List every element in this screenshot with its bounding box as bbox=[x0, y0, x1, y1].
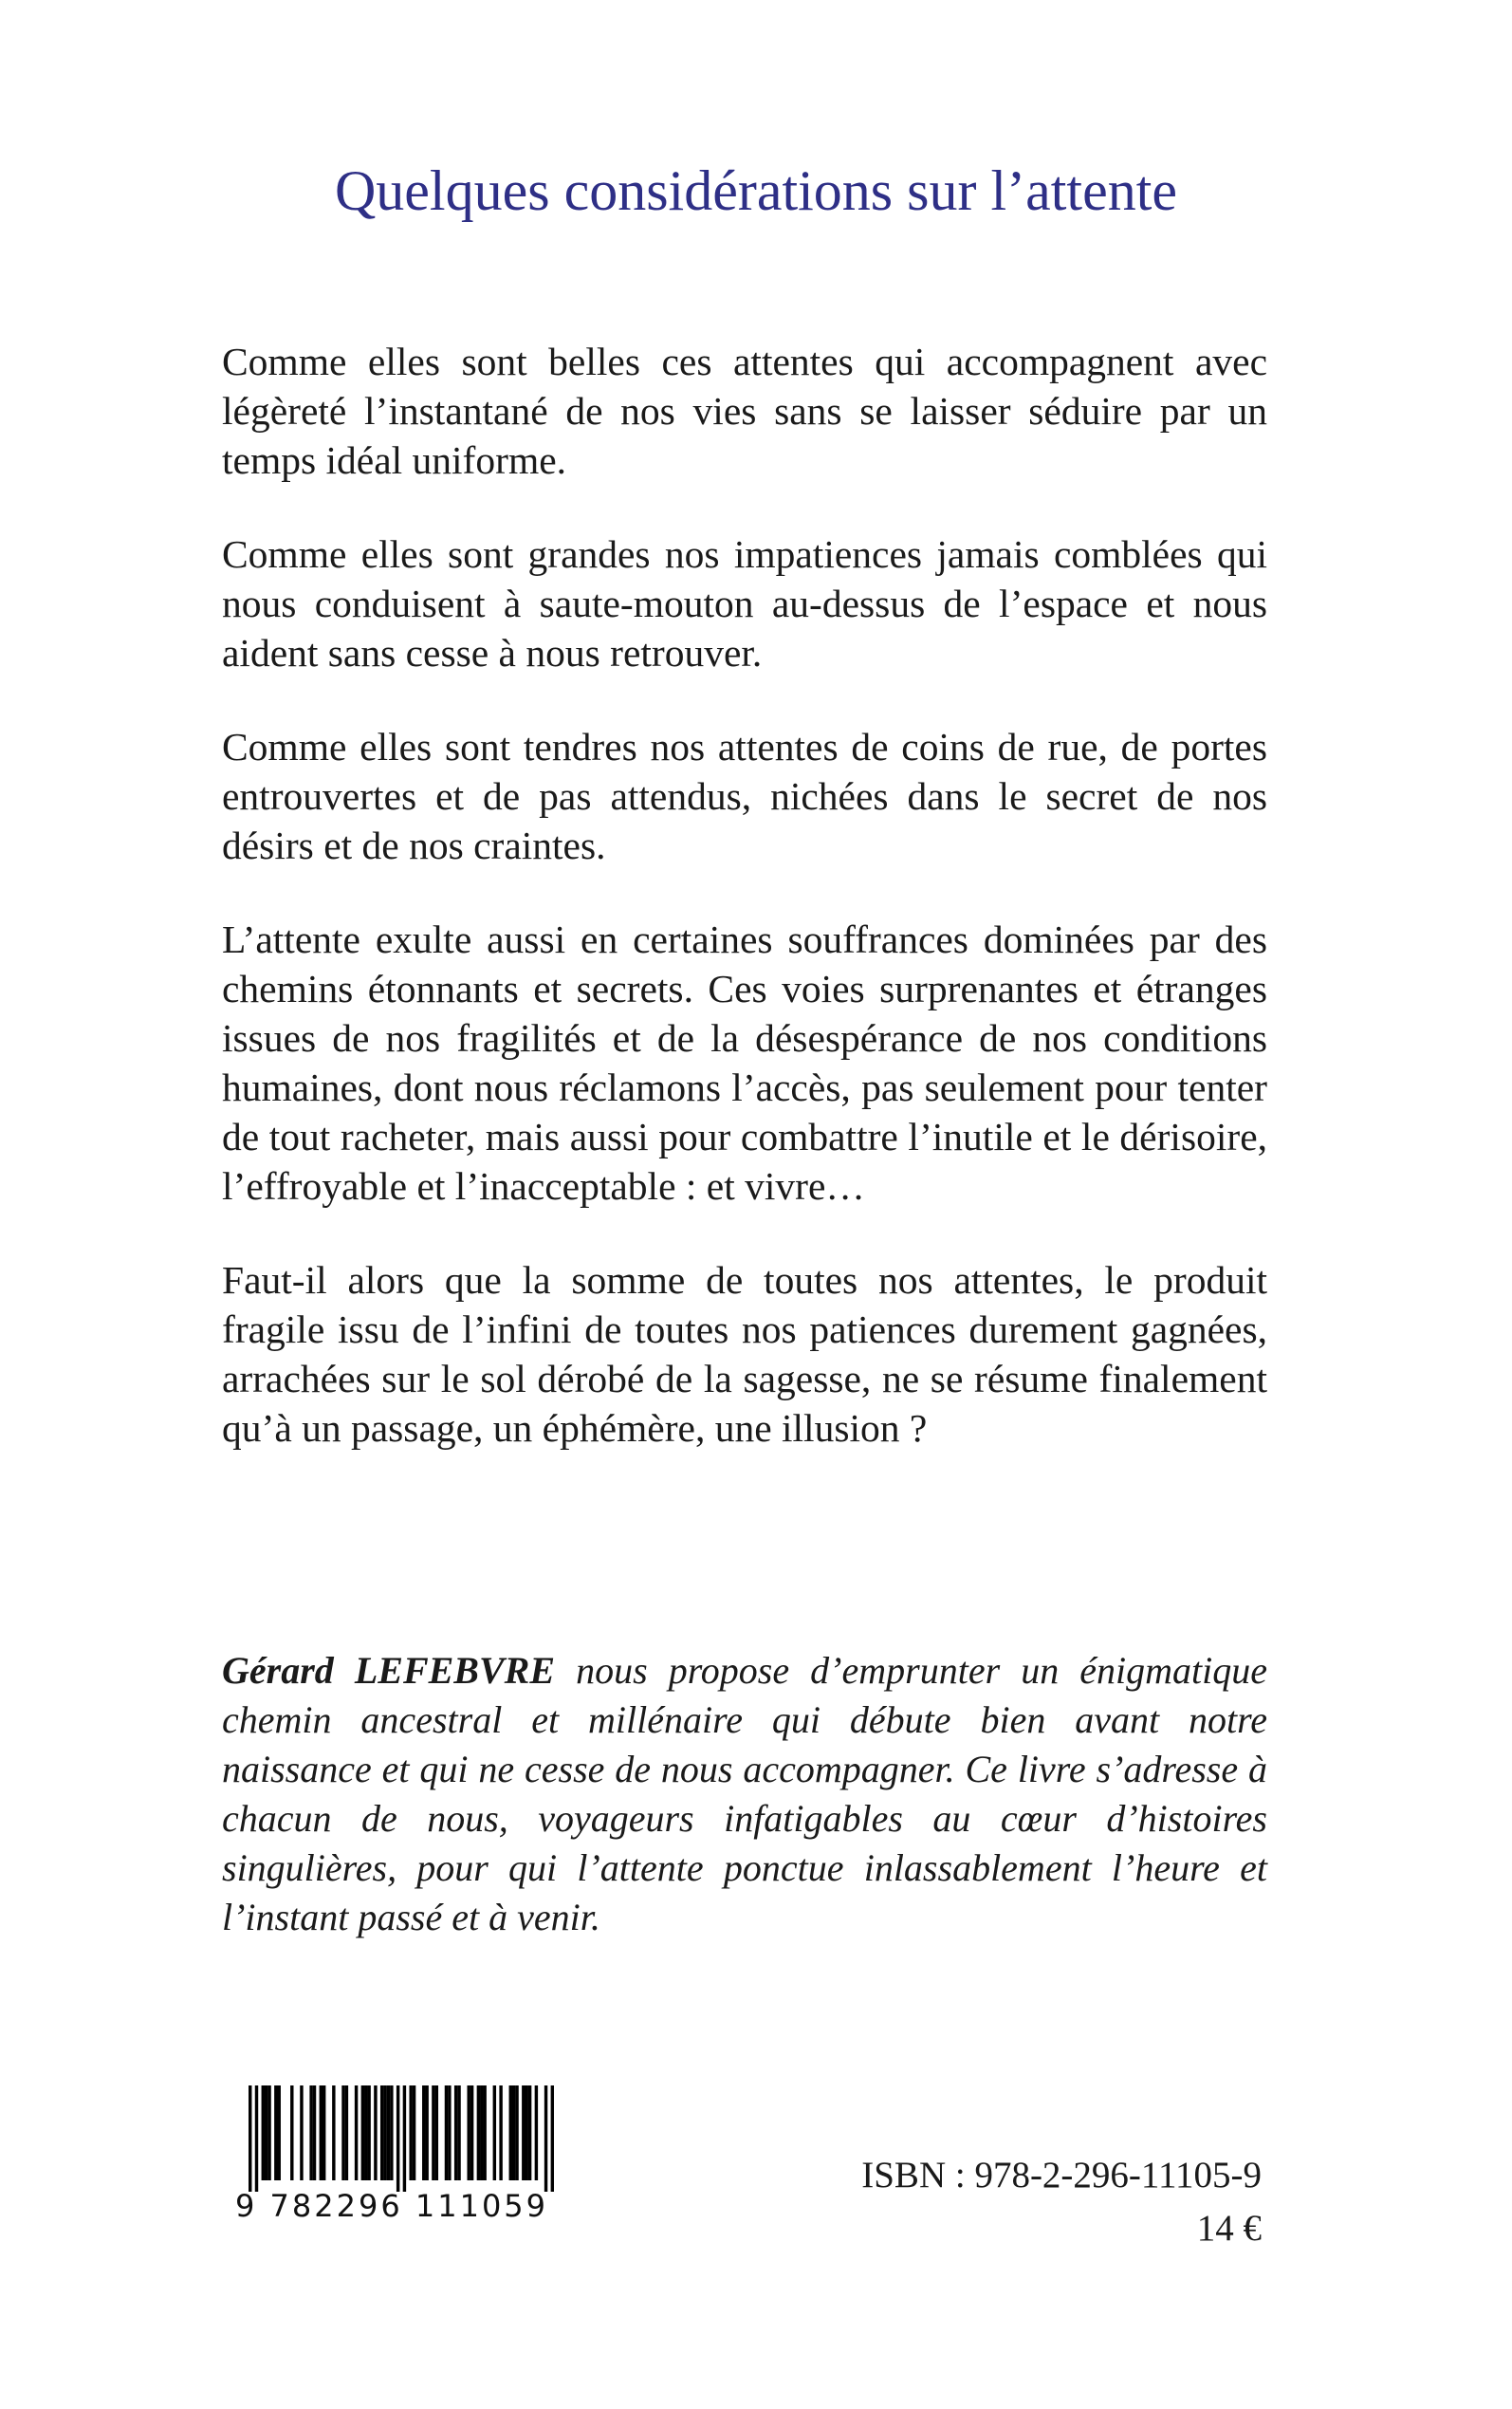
barcode-bar bbox=[390, 2085, 393, 2180]
barcode-bar bbox=[457, 2085, 460, 2180]
price: 14 € bbox=[1196, 2208, 1262, 2249]
paragraph-2: Comme elles sont grandes nos impatiences jamais comblées qui nous conduisent à saute-mouton au-dessus de l’espace et nous aident sans cesse à nous retrouver. bbox=[222, 532, 1267, 675]
barcode-bar bbox=[290, 2085, 293, 2180]
barcode-bar bbox=[493, 2085, 496, 2180]
barcode-bar bbox=[364, 2085, 367, 2180]
barcode-bar bbox=[320, 2085, 323, 2180]
barcode-bar bbox=[522, 2085, 525, 2180]
barcode bbox=[235, 2085, 554, 2230]
paragraph-1: Comme elles sont belles ces attentes qui accompagnent avec légèreté l’instantané de nos vies sans se laisser séduire par un temps idéal uniforme. bbox=[222, 340, 1267, 482]
barcode-bar bbox=[309, 2085, 312, 2180]
barcode-bar bbox=[341, 2085, 344, 2180]
barcode-bar bbox=[509, 2085, 512, 2180]
barcode-bar bbox=[512, 2085, 515, 2180]
barcode-bar bbox=[278, 2085, 281, 2180]
barcode-bar bbox=[267, 2085, 270, 2180]
barcode-bar bbox=[454, 2085, 457, 2180]
barcode-bar bbox=[525, 2085, 527, 2180]
barcode-bar bbox=[467, 2085, 470, 2180]
barcode-bar bbox=[528, 2085, 531, 2180]
back-cover-text bbox=[222, 337, 1267, 1497]
author-name: Gérard LEFEBVRE bbox=[222, 1649, 556, 1692]
barcode-bar bbox=[425, 2085, 428, 2180]
paragraph-5: Faut-il alors que la somme de toutes nos attentes, le produit fragile issu de l’infini de toutes nos patiences durement gagnées, arrachées sur le sol dérobé de la sagesse, ne se résume finalement qu’à un passage, un éphémère, une illusion ? bbox=[222, 1258, 1267, 1450]
barcode-bar bbox=[445, 2085, 448, 2180]
barcode-bar bbox=[544, 2085, 547, 2192]
barcode-bar bbox=[515, 2085, 518, 2180]
barcode-bar bbox=[396, 2085, 399, 2192]
barcode-bar bbox=[480, 2085, 483, 2180]
book-title: Quelques considérations sur l’attente bbox=[334, 159, 1178, 222]
barcode-bar bbox=[361, 2085, 364, 2180]
barcode-bar bbox=[477, 2085, 480, 2180]
barcode-bar bbox=[262, 2085, 265, 2180]
barcode-bar bbox=[355, 2085, 358, 2180]
barcode-bar bbox=[383, 2085, 386, 2180]
barcode-bar bbox=[551, 2085, 554, 2192]
barcode-bar bbox=[345, 2085, 348, 2180]
barcode-bar bbox=[432, 2085, 434, 2180]
paragraph-4: L’attente exulte aussi en certaines souffrances dominées par des chemins étonnants et secrets. Ces voies surprenantes et étranges issues de nos fragilités et de la désespérance de nos conditions humaines, dont nous réclamons l’accès, pas seulement pour tenter de tout racheter, mais aussi pour combattre l’inutile et le dérisoire, l’effroyable et l’inacceptable : et vivre… bbox=[222, 917, 1267, 1208]
barcode-bar bbox=[374, 2085, 377, 2180]
author-blurb-text: nous propose d’emprunter un énigmatique chemin ancestral et millénaire qui débute bien avant notre naissance et qui ne cesse de nous accompagner. Ce livre s’adresse à chacun de nous, voyageurs infatigables au cœur d’histoires singulières, pour qui l’attente ponctue inlassablement l’heure et l’instant passé et à venir. bbox=[222, 1649, 1267, 1938]
barcode-bar bbox=[323, 2085, 325, 2180]
barcode-bar bbox=[499, 2085, 502, 2180]
barcode-bar bbox=[249, 2085, 251, 2192]
barcode-bar bbox=[448, 2085, 451, 2180]
barcode-digits: 9 782296 111059 bbox=[235, 2188, 549, 2224]
barcode-bar bbox=[470, 2085, 473, 2180]
paragraph-3: Comme elles sont tendres nos attentes de coins de rue, de portes entrouvertes et de pas attendus, nichées dans le secret de nos désirs et de nos craintes. bbox=[222, 725, 1267, 867]
barcode-bar bbox=[483, 2085, 486, 2180]
barcode-bar bbox=[435, 2085, 438, 2180]
barcode-bar bbox=[387, 2085, 390, 2180]
isbn: ISBN : 978-2-296-11105-9 bbox=[861, 2155, 1262, 2196]
barcode-bar bbox=[313, 2085, 316, 2180]
barcode-bars bbox=[249, 2085, 554, 2192]
barcode-bar bbox=[413, 2085, 415, 2180]
barcode-bar bbox=[367, 2085, 370, 2180]
barcode-bar bbox=[409, 2085, 412, 2180]
barcode-bar bbox=[300, 2085, 303, 2180]
barcode-bar bbox=[422, 2085, 425, 2180]
barcode-bar bbox=[265, 2085, 267, 2180]
barcode-bar bbox=[535, 2085, 538, 2180]
barcode-bar bbox=[403, 2085, 406, 2192]
author-blurb bbox=[222, 1646, 1267, 1942]
barcode-bar bbox=[380, 2085, 383, 2180]
barcode-bar bbox=[255, 2085, 258, 2192]
barcode-bar bbox=[274, 2085, 277, 2180]
barcode-bar bbox=[332, 2085, 335, 2180]
